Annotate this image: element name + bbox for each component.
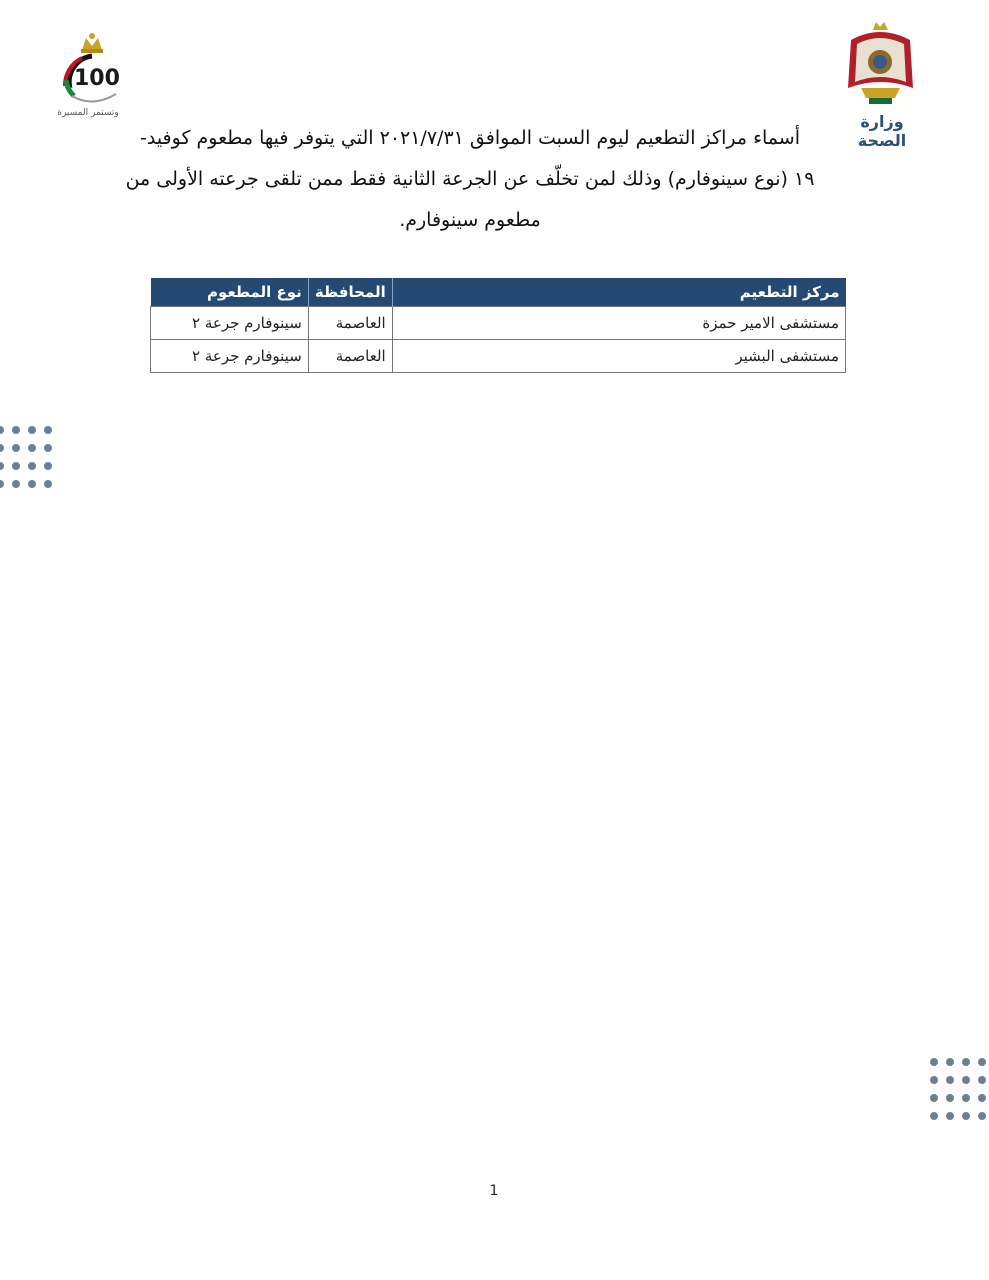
header-vaccine: نوع المطعوم — [151, 278, 309, 307]
decorative-dot — [946, 1076, 954, 1084]
decorative-dot — [44, 480, 52, 488]
decorative-dot — [12, 426, 20, 434]
cell-vaccine: سينوفارم جرعة ٢ — [151, 340, 309, 373]
decorative-dot — [978, 1112, 986, 1120]
intro-line-2: ١٩ (نوع سينوفارم) وذلك لمن تخلّف عن الجرعة الثانية فقط ممن تلقى جرعته الأولى من — [125, 168, 815, 190]
ministry-logo — [843, 18, 918, 108]
header-center: مركز التطعيم — [392, 278, 845, 307]
decorative-dot — [44, 444, 52, 452]
intro-line-1: أسماء مراكز التطعيم ليوم السبت الموافق ٢٠٢١/٧/٣١ التي يتوفر فيها مطعوم كوفيد- — [139, 127, 800, 149]
decorative-dot — [978, 1094, 986, 1102]
decorative-dot — [28, 480, 36, 488]
intro-line-3: مطعوم سينوفارم. — [399, 209, 541, 231]
table-row — [151, 307, 846, 340]
decorative-dot — [930, 1058, 938, 1066]
decorative-dot — [946, 1112, 954, 1120]
decorative-dot — [978, 1058, 986, 1066]
decorative-dot — [44, 462, 52, 470]
cell-center: مستشفى الامير حمزة — [392, 307, 845, 340]
decorative-dot — [44, 426, 52, 434]
decorative-dots-left — [0, 426, 60, 506]
decorative-dot — [28, 426, 36, 434]
table-row — [151, 340, 846, 373]
cell-governorate: العاصمة — [308, 340, 392, 373]
jordan-coat-of-arms-icon — [843, 18, 918, 108]
decorative-dot — [946, 1094, 954, 1102]
decorative-dot — [962, 1076, 970, 1084]
decorative-dot — [28, 444, 36, 452]
centenary-number: 100 — [74, 66, 120, 91]
table-header-row — [151, 278, 846, 307]
decorative-dot — [12, 480, 20, 488]
decorative-dot — [930, 1094, 938, 1102]
decorative-dot — [0, 480, 4, 488]
decorative-dot — [28, 462, 36, 470]
decorative-dot — [930, 1076, 938, 1084]
decorative-dot — [0, 444, 4, 452]
page-number: 1 — [489, 1183, 499, 1199]
decorative-dot — [12, 462, 20, 470]
decorative-dot — [0, 426, 4, 434]
vaccination-centers-table — [150, 278, 846, 373]
decorative-dot — [978, 1076, 986, 1084]
decorative-dot — [930, 1112, 938, 1120]
decorative-dot — [962, 1112, 970, 1120]
cell-governorate: العاصمة — [308, 307, 392, 340]
ministry-name: وزارة الصحة — [857, 112, 907, 150]
decorative-dot — [12, 444, 20, 452]
decorative-dots-right — [930, 1058, 989, 1138]
decorative-dot — [0, 462, 4, 470]
decorative-dot — [962, 1058, 970, 1066]
centenary-caption: وتستمر المسيرة — [57, 108, 119, 118]
header-governorate: المحافظة — [308, 278, 392, 307]
intro-paragraph — [110, 118, 830, 241]
cell-vaccine: سينوفارم جرعة ٢ — [151, 307, 309, 340]
decorative-dot — [946, 1058, 954, 1066]
decorative-dot — [962, 1094, 970, 1102]
cell-center: مستشفى البشير — [392, 340, 845, 373]
